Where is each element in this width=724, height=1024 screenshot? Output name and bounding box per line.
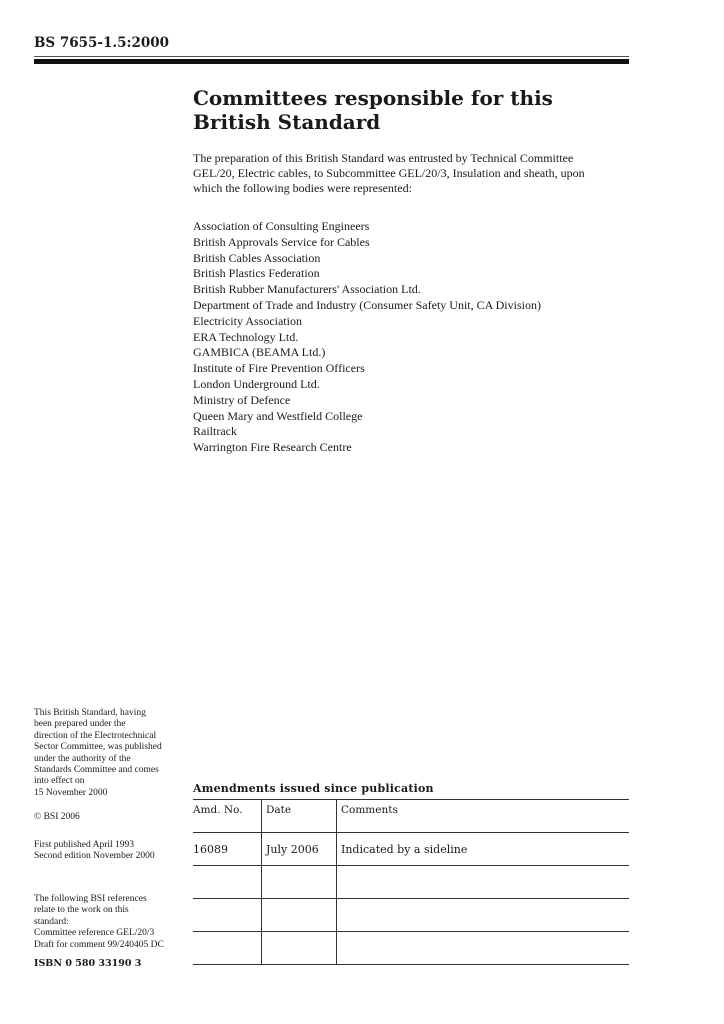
column-header-date: Date: [262, 800, 337, 833]
amendments-table: [193, 799, 629, 965]
statement-line: Sector Committee, was published: [34, 742, 162, 753]
list-item: GAMBICA (BEAMA Ltd.): [193, 345, 326, 360]
reference-line: The following BSI references: [34, 894, 147, 904]
statement-line: Standards Committee and comes: [34, 765, 159, 776]
list-item: Queen Mary and Westfield College: [193, 408, 363, 423]
statement-line: under the authority of the: [34, 753, 131, 764]
intro-paragraph: The preparation of this British Standard was entrusted by Technical Committee GEL/20, Electric cables, to Subcommittee GEL/20/3, Insulation and sheath, upon which the following bodies were represented:: [193, 151, 585, 195]
statement-line: into effect on: [34, 776, 85, 787]
reference-line: standard:: [34, 916, 69, 927]
list-item: Association of Consulting Engineers: [193, 219, 370, 233]
reference-line: relate to the work on this: [34, 905, 129, 916]
publication-statement: [34, 708, 184, 799]
reference-line: Committee reference GEL/20/3: [34, 928, 155, 939]
header-rule-thick: [34, 59, 629, 64]
bsi-references: [34, 894, 184, 951]
list-item: British Rubber Manufacturers' Association Ltd.: [193, 282, 421, 297]
history-line: Second edition November 2000: [34, 851, 155, 862]
reference-line: Draft for comment 99/240405 DC: [34, 939, 164, 950]
column-header-amd-no: Amd. No.: [193, 800, 262, 833]
header-rule-thin: [34, 56, 629, 57]
amd-no-cell: [193, 932, 262, 965]
table-row: [193, 932, 629, 965]
title-line-1: Committees responsible for this: [193, 86, 553, 110]
standard-number: BS 7655-1.5:2000: [34, 35, 170, 51]
table-header-row: [193, 800, 629, 833]
comments-cell: [337, 932, 630, 965]
statement-line: been prepared under the: [34, 719, 126, 730]
list-item: British Plastics Federation: [193, 266, 320, 281]
list-item: ERA Technology Ltd.: [193, 329, 299, 344]
list-item: Ministry of Defence: [193, 392, 291, 407]
history-line: First published April 1993: [34, 840, 135, 850]
table-row: [193, 866, 629, 899]
statement-line: direction of the Electrotechnical: [34, 730, 157, 741]
comments-cell: Indicated by a sideline: [337, 833, 630, 866]
page-title: [193, 86, 613, 134]
amd-no-cell: [193, 899, 262, 932]
table-row: [193, 833, 629, 866]
amd-no-cell: [193, 866, 262, 899]
comments-cell: [337, 899, 630, 932]
date-cell: [262, 899, 337, 932]
amendments-title: Amendments issued since publication: [193, 782, 434, 795]
comments-cell: [337, 866, 630, 899]
list-item: Railtrack: [193, 424, 237, 439]
list-item: British Approvals Service for Cables: [193, 234, 370, 249]
list-item: London Underground Ltd.: [193, 376, 320, 391]
isbn: ISBN 0 580 33190 3: [34, 958, 142, 969]
list-item: Institute of Fire Prevention Officers: [193, 361, 365, 376]
date-cell: July 2006: [262, 833, 337, 866]
statement-line: This British Standard, having: [34, 708, 146, 718]
represented-bodies-list: [193, 219, 541, 456]
date-cell: [262, 866, 337, 899]
list-item: Electricity Association: [193, 313, 302, 328]
list-item: Warrington Fire Research Centre: [193, 440, 352, 455]
publication-history: [34, 840, 184, 863]
amd-no-cell: 16089: [193, 833, 262, 866]
statement-line: 15 November 2000: [34, 787, 108, 798]
list-item: British Cables Association: [193, 250, 321, 265]
copyright-notice: © BSI 2006: [34, 812, 80, 822]
title-line-2: British Standard: [193, 110, 381, 134]
date-cell: [262, 932, 337, 965]
column-header-comments: Comments: [337, 800, 630, 833]
list-item: Department of Trade and Industry (Consumer Safety Unit, CA Division): [193, 297, 541, 312]
table-row: [193, 899, 629, 932]
